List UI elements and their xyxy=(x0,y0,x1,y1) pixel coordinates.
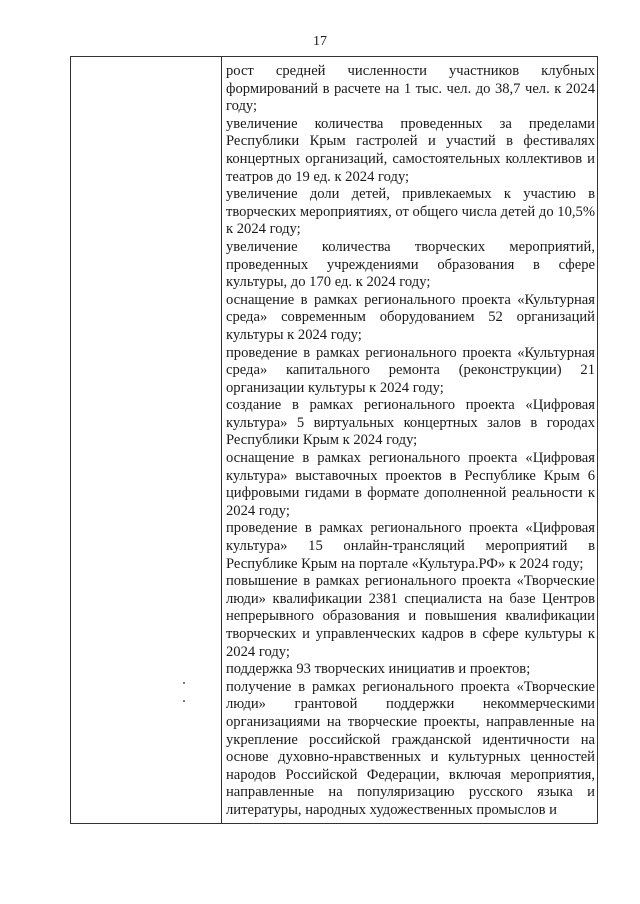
list-item: повышение в рамках регионального проекта «Творческие люди» квалификации 2381 специалиста на базе Центров непрерывного образования и повышения квалификации творческих и управленческих кадров в сфере культуры к 2024 году; xyxy=(226,573,595,660)
right-cell xyxy=(222,57,598,824)
page-number: 17 xyxy=(313,34,327,49)
goals-table xyxy=(70,56,598,824)
list-item: создание в рамках регионального проекта «Цифровая культура» 5 виртуальных концертных залов в городах Республики Крым к 2024 году; xyxy=(226,397,595,449)
list-item: увеличение доли детей, привлекаемых к участию в творческих мероприятиях, от общего числа детей до 10,5% к 2024 году; xyxy=(226,186,595,238)
list-item: рост средней численности участников клубных формирований в расчете на 1 тыс. чел. до 38,7 чел. к 2024 году; xyxy=(226,63,595,115)
list-item: проведение в рамках регионального проекта «Культурная среда» капитального ремонта (реконструкции) 21 организации культуры к 2024 году; xyxy=(226,344,595,396)
list-item: поддержка 93 творческих инициатив и проектов; xyxy=(226,661,531,678)
scan-speck xyxy=(183,700,185,702)
list-item: оснащение в рамках регионального проекта «Цифровая культура» выставочных проектов в Республике Крым 6 цифровыми гидами в формате дополненной реальности к 2024 году; xyxy=(226,450,595,519)
list-item: увеличение количества проведенных за пределами Республики Крым гастролей и участий в фестивалях концертных организаций, самостоятельных коллективов и театров до 19 ед. к 2024 году; xyxy=(226,115,595,185)
left-cell xyxy=(71,57,222,824)
target-indicators-list xyxy=(226,57,595,820)
list-item: проведение в рамках регионального проекта «Цифровая культура» 15 онлайн-трансляций мероприятий в Республике Крым на портале «Культура.РФ» к 2024 году; xyxy=(226,520,595,572)
list-item: получение в рамках регионального проекта «Творческие люди» грантовой поддержки некоммерческими организациями на творческие проекты, направленные на укрепление российской гражданской идентичности на основе духовно-нравственных и культурных ценностей народов Российской Федерации, включая мероприятия, направленные на популяризацию русского языка и литературы, народных художественных промыслов и xyxy=(226,678,595,818)
list-item: увеличение количества творческих мероприятий, проведенных учреждениями образования в сфере культуры, до 170 ед. к 2024 году; xyxy=(226,238,595,291)
scan-speck xyxy=(183,682,185,684)
table-row xyxy=(71,57,598,824)
list-item: оснащение в рамках регионального проекта «Культурная среда» современным оборудованием 52 организаций культуры к 2024 году; xyxy=(226,291,595,343)
